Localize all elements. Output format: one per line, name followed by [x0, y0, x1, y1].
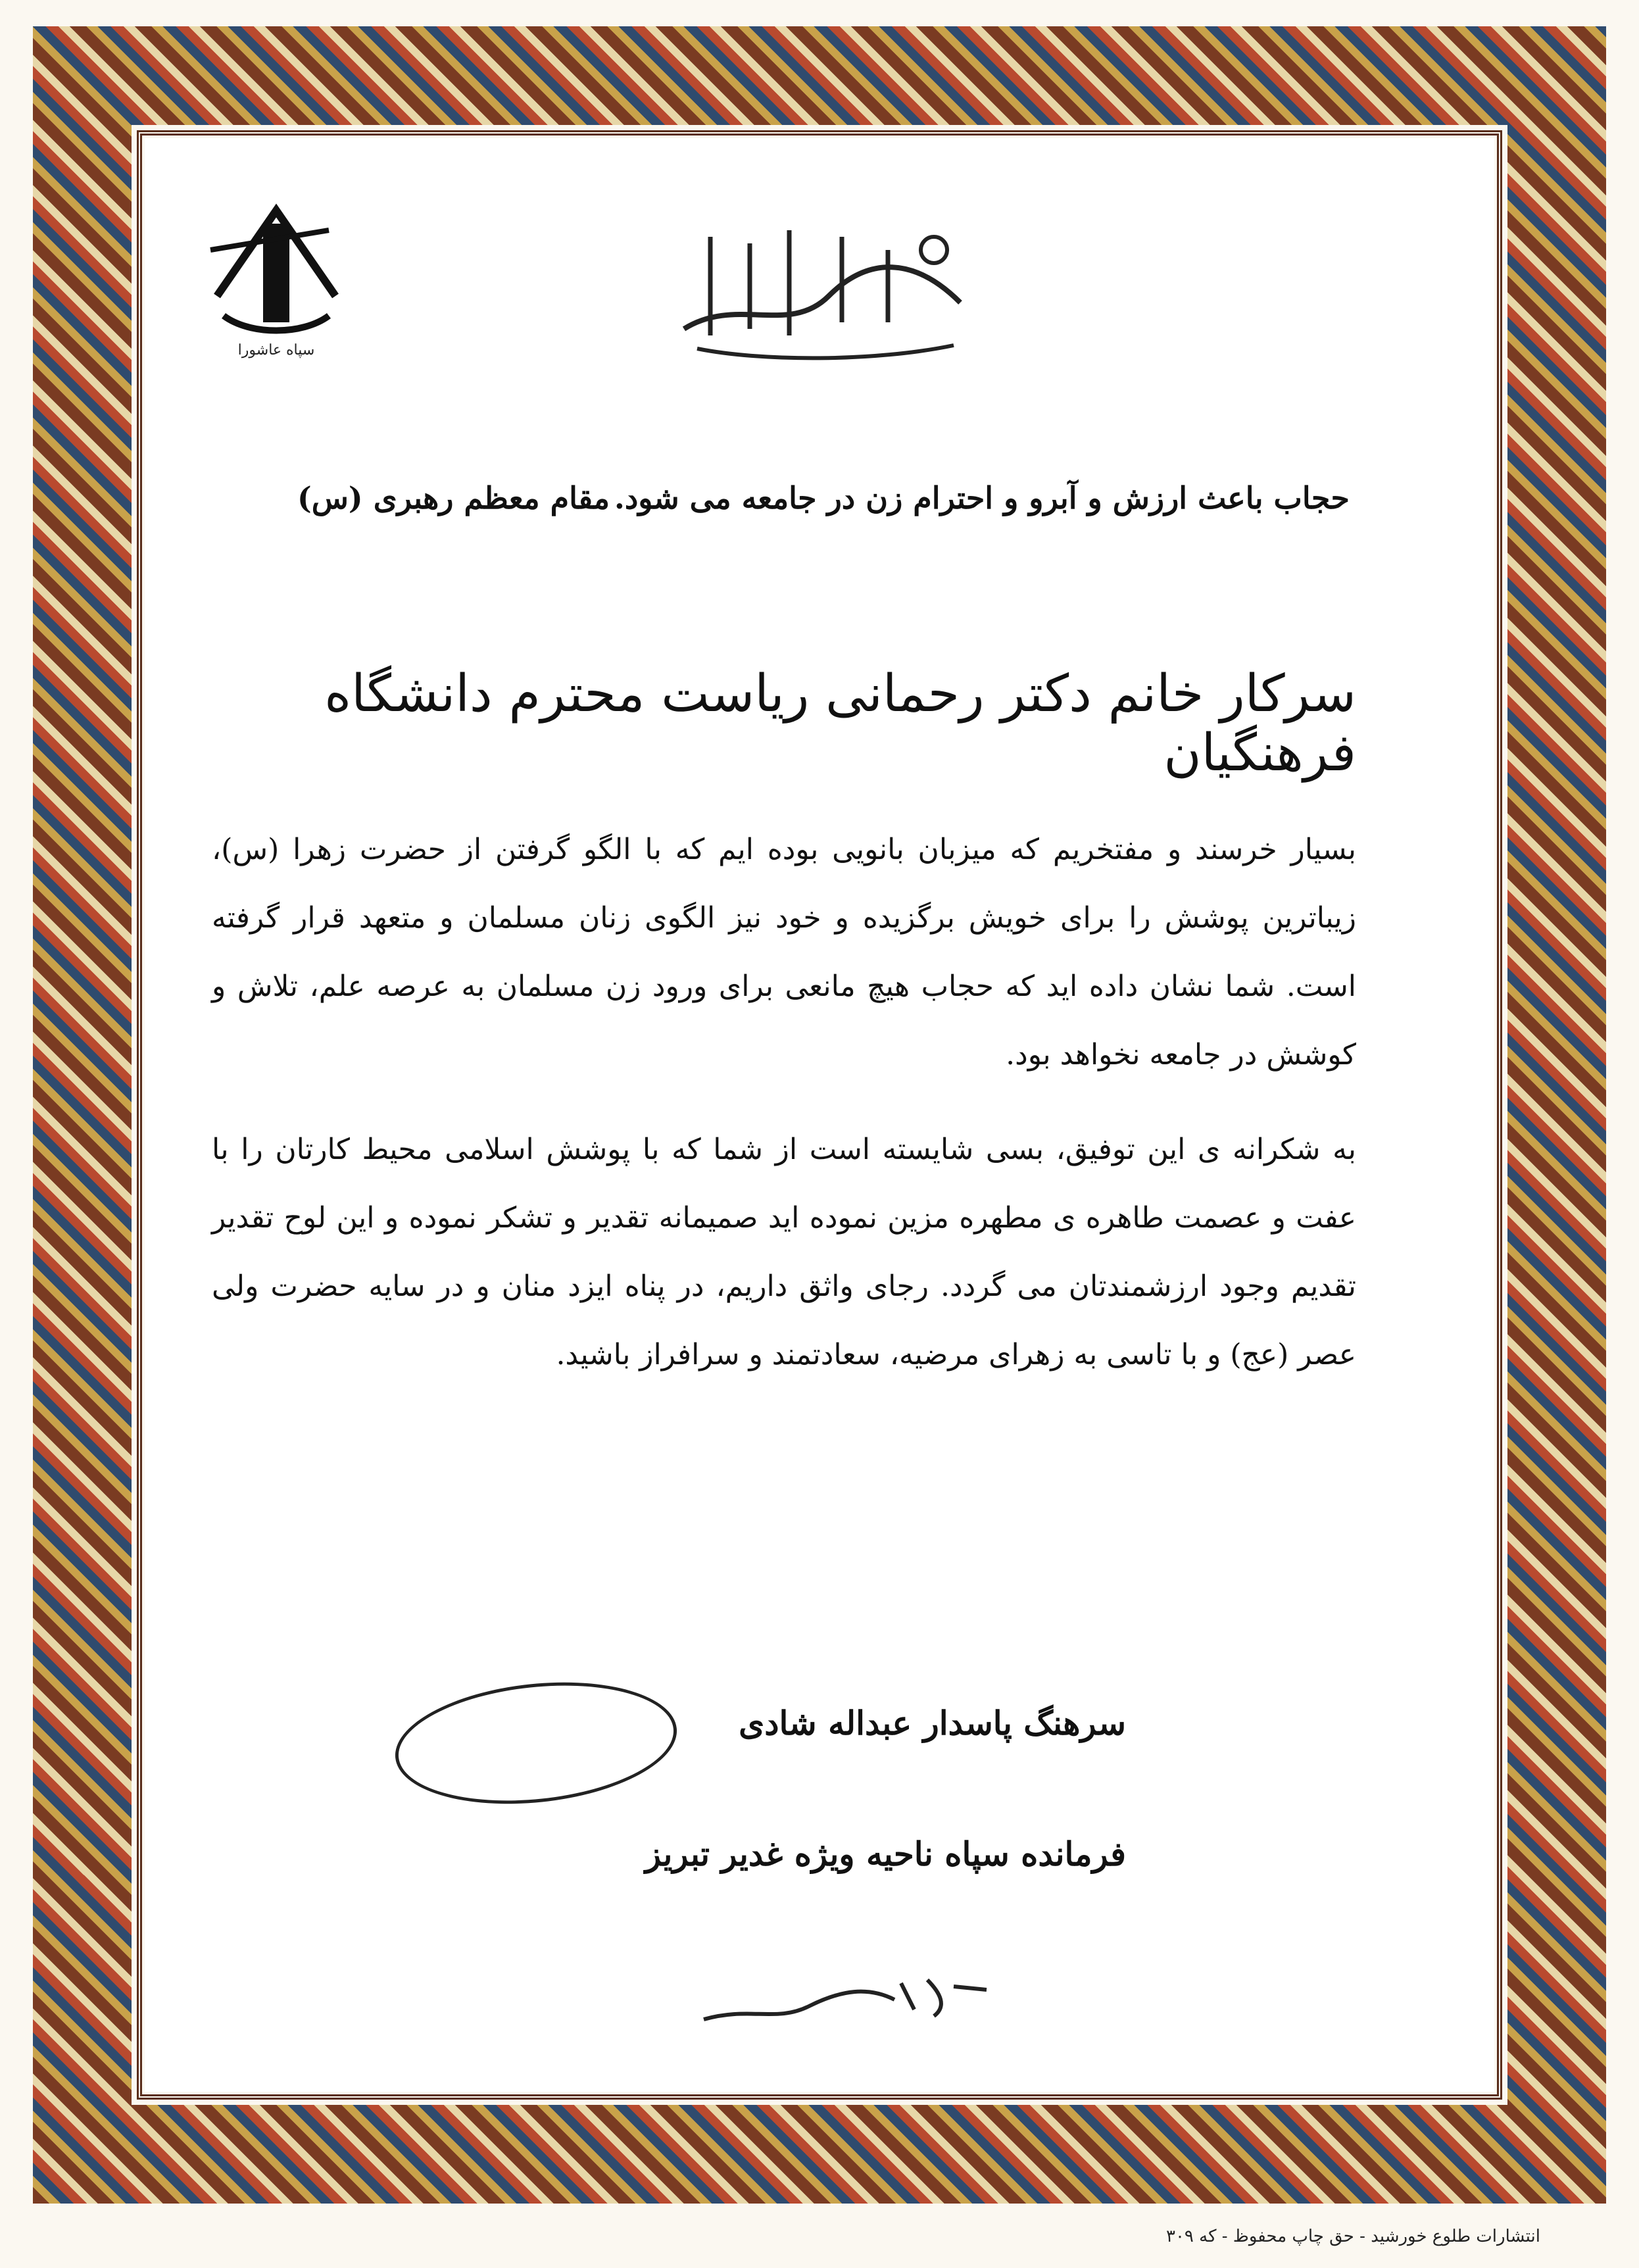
quote-source: مقام معظم رهبری (س): [297, 480, 610, 516]
irgc-emblem: [197, 184, 355, 362]
emblem-caption: سپاه عاشورا: [237, 342, 315, 358]
certificate-body: [212, 816, 1356, 1389]
basmala-calligraphy: [658, 197, 987, 368]
body-paragraph: بسیار خرسند و مفتخریم که میزبان بانویی بوده ایم که با الگو گرفتن از حضرت زهرا (س)، زیباترین پوشش را برای خویش برگزیده و خود نیز الگوی زنان مسلمان و متعهد قرار گرفته است. شما نشان داده اید که حجاب هیچ مانعی برای ورود زن مسلمان به عرصه علم، تلاش و کوشش در جامعه نخواهد بود.: [212, 833, 1356, 1072]
signature-block: [534, 1704, 1126, 1873]
publisher-imprint: انتشارات طلوع خورشید - حق چاپ محفوظ - که ۳۰۹: [1165, 2227, 1540, 2246]
body-paragraph: به شکرانه ی این توفیق، بسی شایسته است از شما که با پوشش اسلامی محیط کارتان را با عفت و عصمت طاهره ی مطهره مزین نموده اید صمیمانه تقدیر و تشکر نموده و این لوح تقدیر تقدیم وجود ارزشمندتان می گردد. رجای واثق داریم، در پناه ایزد منان و در سایه حضرت ولی عصر (عج) و با تاسی به زهرای مرضیه، سعادتمند و سرافراز باشید.: [212, 1133, 1356, 1371]
signatory-title: فرمانده سپاه ناحیه ویژه غدیر تبریز: [645, 1835, 1126, 1873]
quote-text: حجاب باعث ارزش و آبرو و احترام زن در جامعه می شود.: [614, 480, 1350, 516]
addressee-line: سرکار خانم دکتر رحمانی ریاست محترم دانشگاه فرهنگیان: [324, 664, 1356, 783]
signatory-name: سرهنگ پاسدار عبداله شادی: [739, 1704, 1126, 1742]
hijab-quote: [297, 480, 1350, 516]
handwritten-signature: [697, 1960, 1000, 2033]
